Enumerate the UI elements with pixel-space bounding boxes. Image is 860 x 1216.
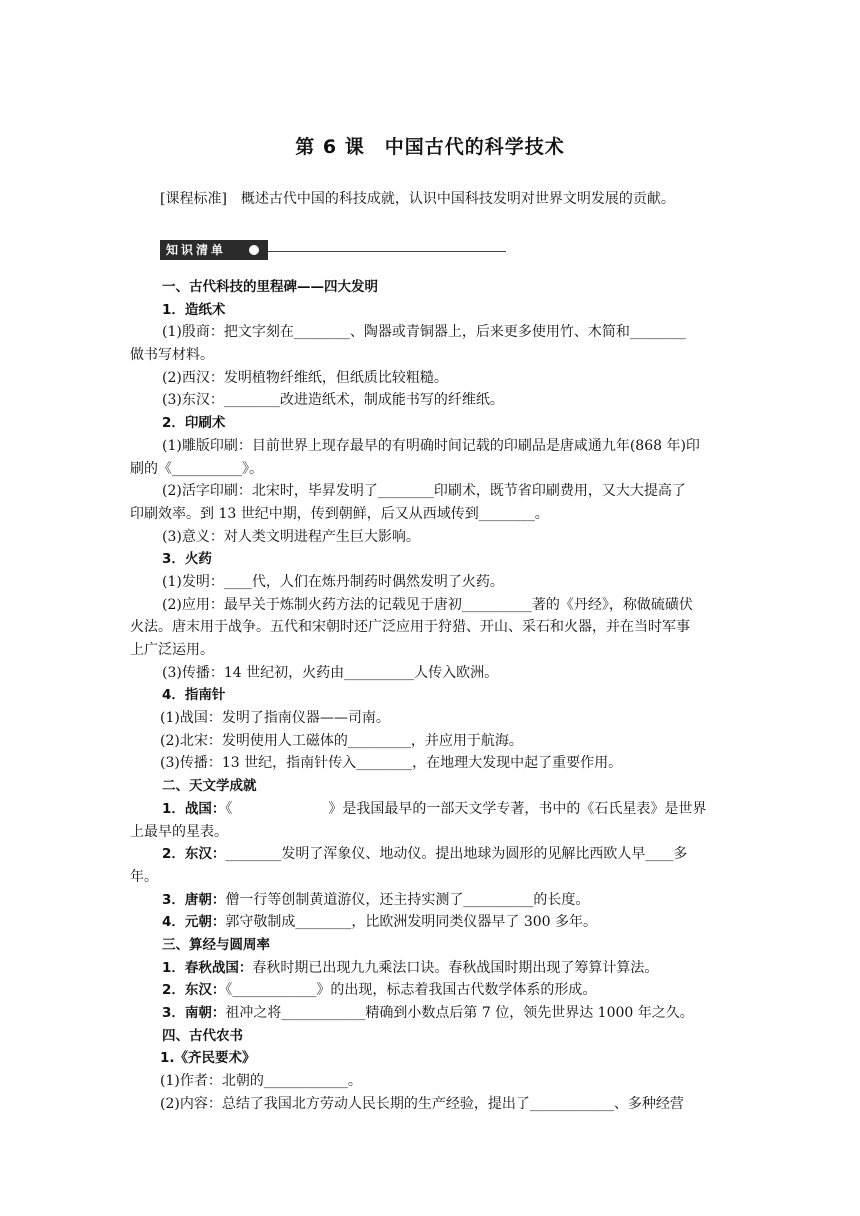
- item-label: 2．东汉：: [162, 982, 226, 999]
- blank-space: ________: [225, 846, 282, 863]
- text-line: (1)战国：发明了指南仪器——司南。: [160, 710, 390, 727]
- section-heading: 三、算经与圆周率: [162, 936, 270, 953]
- text-line: 上最早的星表。: [130, 823, 228, 840]
- subsection-heading: 2．印刷术: [162, 415, 226, 432]
- text-line: (2)应用：最早关于炼制火药方法的记载见于唐初__________著的《丹经》，称做硫磺伏: [162, 596, 693, 613]
- section-heading: 一、古代科技的里程碑——四大发明: [162, 279, 378, 295]
- subsection-heading: 1．造纸术: [162, 301, 226, 318]
- text-segment: 《____________》的出现，标志着我国古代数学体系的形成。: [225, 982, 597, 999]
- banner-divider: [268, 251, 506, 252]
- subsection-heading: 1.《齐民要术》: [160, 1050, 256, 1067]
- text-line: (1)殷商：把文字刻在________、陶器或青铜器上，后来更多使用竹、木简和________: [162, 324, 686, 341]
- text-line: (2)北宋：发明使用人工磁体的_________，并应用于航海。: [160, 732, 523, 749]
- content-body: [130, 276, 730, 1115]
- knowledge-list-banner: [160, 240, 506, 262]
- item-label: 3．南朝：: [162, 1005, 226, 1021]
- section-heading: 四、古代农书: [162, 1027, 243, 1044]
- text-line: (2)西汉：发明植物纤维纸，但纸质比较粗糙。: [162, 369, 448, 386]
- text-line: (3)传播：13 世纪，指南针传入________，在地理大发现中起了重要作用。: [160, 755, 623, 772]
- text-line: (3)传播：14 世纪初，火药由__________人传入欧洲。: [162, 664, 499, 681]
- text-line: [130, 979, 730, 1002]
- banner-label: 知识清单: [160, 240, 268, 260]
- text-segment: 》是我国最早的一部天文学专著，书中的《石氏星表》是世界: [328, 800, 707, 817]
- text-line: (3)意义：对人类文明进程产生巨大影响。: [162, 528, 420, 545]
- text-line: [130, 957, 730, 980]
- text-line: (2)内容：总结了我国北方劳动人民长期的生产经验，提出了____________、多种经营: [160, 1095, 684, 1112]
- text-segment: 春秋时期已出现九九乘法口诀。春秋战国时期出现了筹算计算法。: [252, 959, 659, 976]
- text-line: (2)活字印刷：北宋时，毕昇发明了________印刷术，既节省印刷费用，又大大提高了: [162, 483, 686, 500]
- text-line: 印刷效率。到 13 世纪中期，传到朝鲜，后又从西域传到________。: [130, 505, 549, 522]
- text-segment: 郭守敬制成________，比欧洲发明同类仪器早了 300 多年。: [225, 914, 598, 931]
- text-line: 刷的《__________》。: [130, 460, 263, 477]
- item-label: 4．元朝：: [162, 914, 226, 931]
- text-segment: 发明了浑象仪、地动仪。提出地球为圆形的见解比西欧人早____多: [281, 846, 688, 863]
- text-line: [130, 889, 730, 912]
- section-heading: 二、天文学成就: [162, 778, 257, 795]
- text-line: 火法。唐末用于战争。五代和宋朝时还广泛应用于狩猎、开山、采石和火器，并在当时军事: [130, 619, 690, 636]
- open-bracket: 《: [225, 800, 233, 817]
- text-line: (3)东汉：________改进造纸术，制成能书写的纤维纸。: [162, 392, 504, 409]
- item-label: 1．春秋战国：: [162, 959, 253, 976]
- text-line: 做书写材料。: [130, 347, 214, 364]
- banner-dot-icon: [249, 245, 259, 255]
- subsection-heading: 4．指南针: [162, 687, 226, 704]
- text-line: 年。: [130, 868, 158, 885]
- text-segment: 僧一行等创制黄道游仪，还主持实测了__________的长度。: [225, 891, 590, 908]
- text-line: (1)雕版印刷：目前世界上现存最早的有明确时间记载的印刷品是唐咸通九年(868 年)印: [162, 437, 700, 454]
- text-line: [130, 911, 730, 934]
- page-title: 第 6 课 中国古代的科学技术: [295, 136, 565, 158]
- text-segment: 祖冲之将____________精确到小数点后第 7 位，领先世界达 1000 年之久。: [225, 1005, 694, 1021]
- course-standard: [课程标准] 概述古代中国的科技成就，认识中国科技发明对世界文明发展的贡献。: [160, 191, 675, 207]
- item-label: 1．战国：: [162, 800, 226, 817]
- text-line: 上广泛运用。: [130, 642, 214, 658]
- item-label: 2．东汉：: [162, 846, 226, 863]
- text-line: [130, 843, 730, 866]
- text-line: (1)作者：北朝的____________。: [160, 1073, 362, 1090]
- subsection-heading: 3．火药: [162, 551, 212, 568]
- text-line: [130, 1002, 730, 1025]
- text-line: (1)发明：____代，人们在炼丹制药时偶然发明了火药。: [162, 573, 504, 590]
- text-line: [130, 798, 730, 821]
- item-label: 3．唐朝：: [162, 891, 226, 908]
